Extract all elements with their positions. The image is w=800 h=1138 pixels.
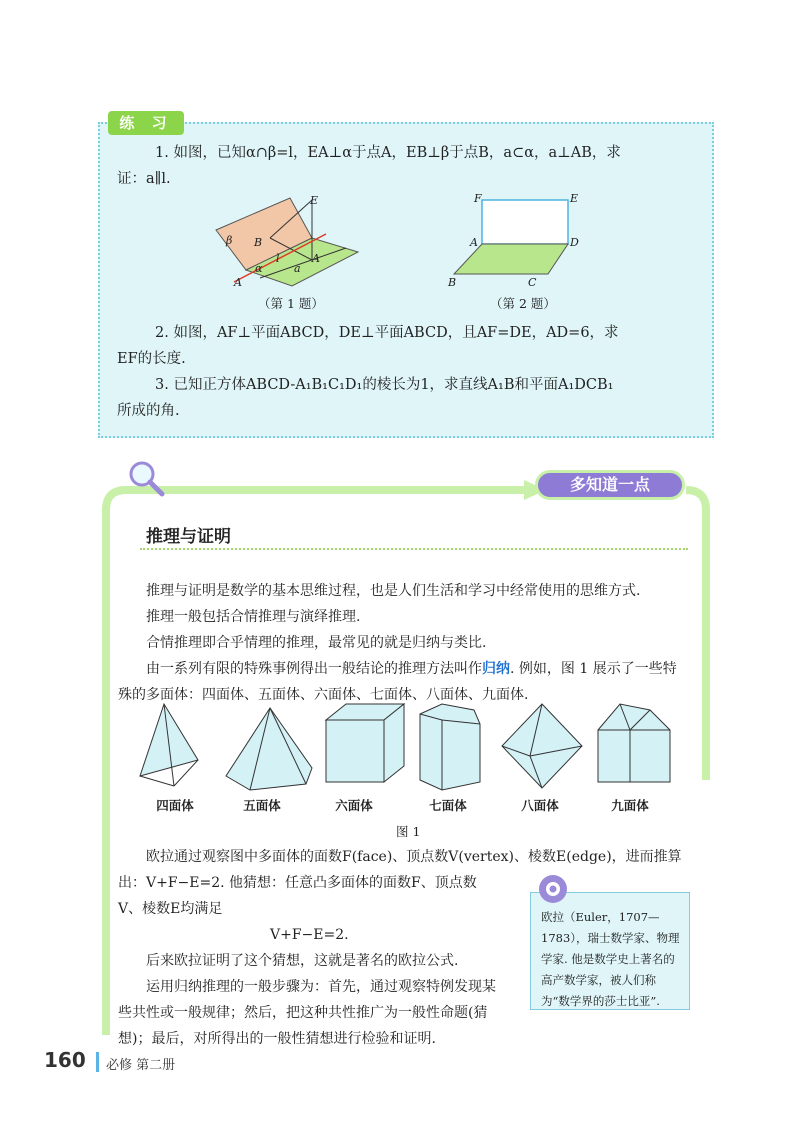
polyhedron-label-5: 五面体 — [243, 798, 281, 813]
book-title: 必修 第二册 — [106, 1058, 176, 1073]
paragraph-2: 推理一般包括合情推理与演绎推理. — [146, 609, 361, 625]
paragraph-7-line2: 些共性或一般规律；然后，把这种共性推广为一般性命题(猜 — [118, 1005, 488, 1021]
fig2-label-F: F — [474, 192, 482, 205]
fig1-label-A: A — [234, 276, 242, 289]
title-rule — [140, 548, 688, 550]
question-3-line1: 3. 已知正方体ABCD-A₁B₁C₁D₁的棱长为1，求直线A₁B和平面A₁DCB₁ — [155, 377, 614, 393]
fig1-label-a: a — [294, 262, 301, 275]
fig1-label-beta: β — [226, 234, 233, 247]
polyhedron-label-9: 九面体 — [611, 798, 649, 813]
euler-note: 欧拉（Euler，1707—1783），瑞士数学家、物理学家. 他是数学史上著名的高产数学家，被人们称为“数学界的莎士比亚”. — [530, 892, 690, 1010]
polyhedron-label-6: 六面体 — [335, 798, 373, 813]
paragraph-5-line3: V、棱数E均满足 — [118, 901, 223, 917]
page-number: 160 — [44, 1048, 86, 1072]
polyhedron-label-8: 八面体 — [521, 798, 559, 813]
footer-bar — [96, 1052, 99, 1072]
paragraph-5: 欧拉通过观察图中多面体的面数F(face)、顶点数V(vertex)、棱数E(edge)，进而推算 — [146, 849, 682, 865]
question-1 — [117, 140, 695, 192]
paragraph-7: 运用归纳推理的一般步骤为：首先，通过观察特例发现某 — [146, 979, 496, 995]
fig1-label-l: l — [276, 252, 280, 265]
paragraph-4-b: . 例如，图 1 展示了一些特 — [510, 661, 677, 677]
paragraph-1: 推理与证明是数学的基本思维过程，也是人们生活和学习中经常使用的思维方式. — [146, 583, 641, 599]
body-paragraphs — [118, 578, 696, 708]
fig2-label-A: A — [470, 236, 478, 249]
fig1-label-alpha: α — [255, 262, 263, 275]
question-2 — [117, 320, 695, 372]
fig1-label-A-top: A — [312, 252, 320, 265]
question-3-line2: 所成的角. — [117, 403, 180, 419]
paragraph-5-line2: 出：V+F−E=2. 他猜想：任意凸多面体的面数F、顶点数 — [118, 875, 477, 891]
fig2-label-D: D — [570, 236, 579, 249]
know-more-badge: 多知道一点 — [535, 470, 685, 500]
fig2-label-B: B — [448, 276, 457, 289]
question-1-line1: 1. 如图，已知α∩β=l，EA⊥α于点A，EB⊥β于点B，a⊂α，a⊥AB，求 — [155, 145, 621, 161]
flower-icon — [536, 872, 570, 906]
figure-2-caption: （第 2 题） — [490, 296, 556, 311]
polyhedron-label-7: 七面体 — [429, 798, 467, 813]
paragraph-4 — [146, 656, 696, 682]
figure-1-caption: （第 1 题） — [258, 296, 324, 311]
fig2-label-C: C — [528, 276, 537, 289]
fig1-label-B: B — [254, 236, 263, 249]
magnifier-icon — [124, 456, 168, 500]
question-2-line1: 2. 如图，AF⊥平面ABCD，DE⊥平面ABCD，且AF=DE，AD=6，求 — [155, 325, 619, 341]
paragraph-7-line3: 想)；最后，对所得出的一般性猜想进行检验和证明. — [118, 1031, 436, 1047]
figure-2-rectangles — [440, 190, 590, 286]
formula: V+F−E=2. — [270, 927, 349, 943]
fig1-label-E: E — [310, 194, 319, 207]
paragraph-4-line2: 殊的多面体：四面体、五面体、六面体、七面体、八面体、九面体. — [118, 687, 529, 703]
question-2-line2: EF的长度. — [117, 351, 186, 367]
paragraph-4-a: 由一系列有限的特殊事例得出一般结论的推理方法叫作 — [146, 661, 482, 677]
figure-caption: 图 1 — [396, 824, 421, 839]
polyhedra-figure — [130, 700, 690, 795]
fig2-label-E: E — [570, 192, 579, 205]
question-1-line2: 证：a∥l. — [117, 171, 171, 187]
exercise-tag: 练 习 — [108, 111, 184, 135]
paragraph-6: 后来欧拉证明了这个猜想，这就是著名的欧拉公式. — [146, 953, 459, 969]
question-3 — [117, 372, 695, 424]
highlight-term: 归纳 — [482, 661, 510, 677]
polyhedron-label-4: 四面体 — [156, 798, 194, 813]
paragraph-3: 合情推理即合乎情理的推理，最常见的就是归纳与类比. — [146, 635, 487, 651]
section-title: 推理与证明 — [146, 527, 231, 547]
